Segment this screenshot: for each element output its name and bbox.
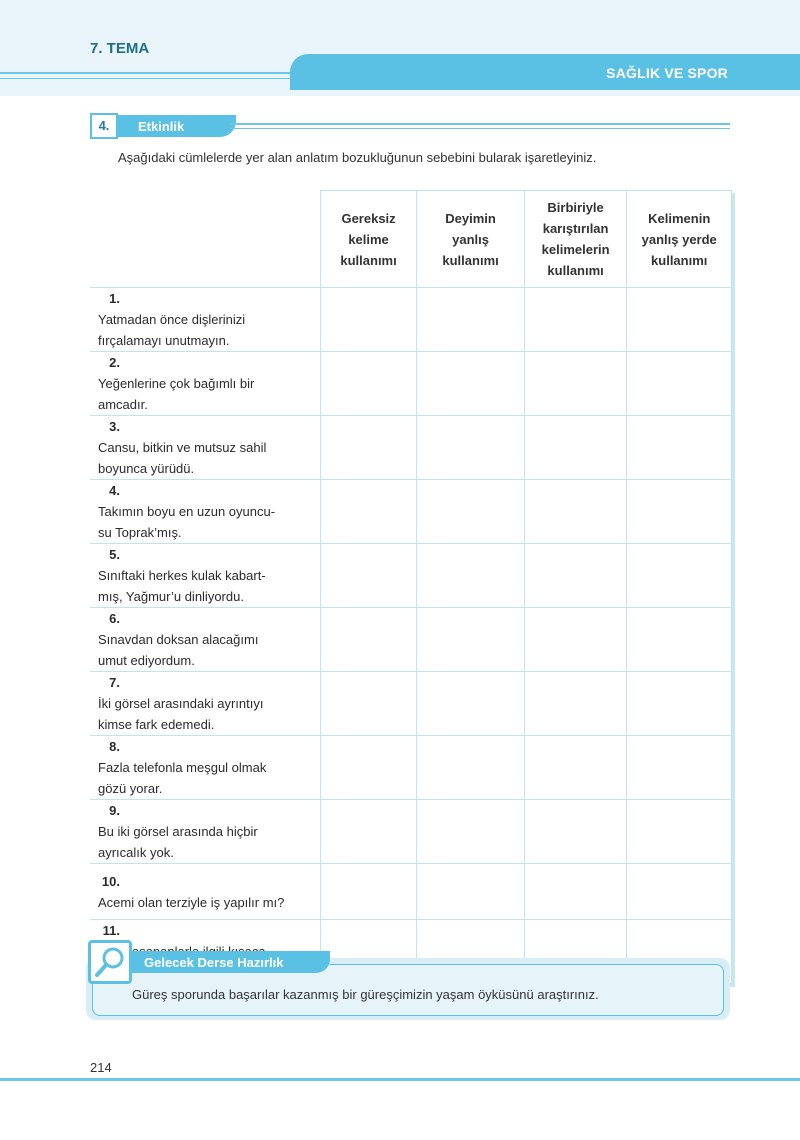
theme-label: 7. TEMA: [90, 40, 150, 57]
page-number: 214: [90, 1060, 112, 1075]
answer-cell[interactable]: [417, 672, 524, 736]
theme-title-bar: [290, 54, 800, 90]
sentence-line: fırçalamayı unutmayın.: [98, 333, 230, 348]
answer-cell[interactable]: [524, 288, 627, 352]
sentence-line: Cansu, bitkin ve mutsuz sahil: [98, 440, 267, 455]
activity-number: 4.: [90, 113, 118, 139]
table-header-row: [90, 191, 732, 288]
column-header-line: kullanımı: [442, 252, 499, 268]
column-header-line: Deyimin: [445, 210, 496, 226]
sentence-cell: [90, 672, 320, 736]
row-number: 7.: [109, 675, 120, 690]
row-number: 4.: [109, 483, 120, 498]
answer-cell[interactable]: [417, 352, 524, 416]
sentence-cell: [90, 352, 320, 416]
answer-cell[interactable]: [320, 800, 417, 864]
answer-table: [90, 190, 732, 984]
table-row: [90, 608, 732, 672]
table-row: [90, 352, 732, 416]
sentence-line: su Toprak’mış.: [98, 525, 182, 540]
column-header-line: kelimelerin: [541, 242, 610, 257]
answer-cell[interactable]: [417, 480, 524, 544]
answer-cell[interactable]: [417, 608, 524, 672]
answer-cell[interactable]: [524, 608, 627, 672]
column-header-line: Gereksiz: [341, 210, 396, 226]
answer-cell[interactable]: [320, 736, 417, 800]
sentence-line: Sınıftaki herkes kulak kabart-: [98, 568, 266, 583]
sentence-line: Takımın boyu en uzun oyuncu-: [98, 504, 276, 519]
column-header: [524, 191, 627, 288]
sentence-line: gözü yorar.: [98, 781, 163, 796]
answer-cell[interactable]: [524, 352, 627, 416]
table-row: [90, 480, 732, 544]
sentence-line: Bu iki görsel arasında hiçbir: [98, 824, 258, 839]
answer-cell[interactable]: [417, 288, 524, 352]
answer-cell[interactable]: [627, 672, 732, 736]
table-row: [90, 864, 732, 920]
sentence-cell: [90, 608, 320, 672]
answer-cell[interactable]: [320, 480, 417, 544]
answer-cell[interactable]: [417, 800, 524, 864]
sentence-cell: [90, 736, 320, 800]
sentence-line: amcadır.: [98, 397, 148, 412]
activity-rule: [230, 123, 730, 125]
column-header: [417, 191, 524, 288]
sentence-cell: [90, 480, 320, 544]
sentence-line: Yeğenlerine çok bağımlı bir: [98, 376, 255, 391]
sentence-cell: [90, 800, 320, 864]
table-corner: [90, 191, 320, 288]
sentence-line: Sınavdan doksan alacağımı: [98, 632, 259, 647]
activity-title: Etkinlik: [138, 119, 185, 134]
answer-cell[interactable]: [524, 800, 627, 864]
answer-cell[interactable]: [627, 288, 732, 352]
answer-cell[interactable]: [320, 672, 417, 736]
sentence-cell: [90, 288, 320, 352]
answer-cell[interactable]: [417, 416, 524, 480]
answer-cell[interactable]: [627, 800, 732, 864]
column-header-line: Kelimenin: [648, 210, 711, 226]
sentence-line: ayrıcalık yok.: [98, 845, 174, 860]
preparation-text: Güreş sporunda başarılar kazanmış bir güreşçimizin yaşam öyküsünü araştırınız.: [132, 987, 599, 1002]
sentence-cell: [90, 416, 320, 480]
answer-cell[interactable]: [320, 608, 417, 672]
answer-cell[interactable]: [524, 736, 627, 800]
column-header: [320, 191, 417, 288]
sentence-line: Fazla telefonla meşgul olmak: [98, 760, 267, 775]
column-header-line: karıştırılan: [542, 221, 609, 236]
row-number: 6.: [109, 611, 120, 626]
activity-rule-2: [230, 128, 730, 129]
theme-title: SAĞLIK VE SPOR: [606, 65, 728, 81]
header-rule-thin: [0, 78, 290, 79]
row-number: 11.: [102, 923, 120, 938]
table-row: [90, 416, 732, 480]
table-row: [90, 672, 732, 736]
answer-cell[interactable]: [627, 864, 732, 920]
table-row: [90, 544, 732, 608]
answer-cell[interactable]: [320, 288, 417, 352]
answer-cell[interactable]: [627, 480, 732, 544]
column-header-line: Birbiriyle: [547, 200, 604, 215]
column-header-line: kullanımı: [547, 263, 604, 278]
answer-cell[interactable]: [320, 416, 417, 480]
answer-cell[interactable]: [417, 544, 524, 608]
column-header-line: kullanımı: [651, 252, 708, 268]
sentence-line: kimse fark edemedi.: [98, 717, 215, 732]
magnifier-icon: [88, 940, 132, 984]
sentence-line: boyunca yürüdü.: [98, 461, 195, 476]
column-header-line: kullanımı: [340, 252, 397, 268]
answer-cell[interactable]: [417, 864, 524, 920]
activity-instruction: Aşağıdaki cümlelerde yer alan anlatım bozukluğunun sebebini bularak işaretleyiniz.: [118, 150, 597, 165]
table-row: [90, 288, 732, 352]
answer-cell[interactable]: [524, 672, 627, 736]
row-number: 3.: [109, 419, 120, 434]
answer-cell[interactable]: [320, 864, 417, 920]
answer-cell[interactable]: [524, 544, 627, 608]
row-number: 10.: [101, 873, 120, 889]
column-header-line: kelime: [348, 231, 389, 247]
answer-cell[interactable]: [417, 736, 524, 800]
answer-cell[interactable]: [524, 864, 627, 920]
answer-cell[interactable]: [627, 352, 732, 416]
column-header-line: yanlış yerde: [641, 231, 717, 247]
column-header: [627, 191, 732, 288]
answer-cell[interactable]: [320, 352, 417, 416]
sentence-line: mış, Yağmur’u dinliyordu.: [98, 589, 244, 604]
footer-rule: [0, 1078, 800, 1081]
activity-tab: [118, 115, 236, 137]
answer-cell[interactable]: [627, 416, 732, 480]
sentence-line: Yatmadan önce dişlerinizi: [98, 312, 246, 327]
column-header-line: yanlış: [452, 231, 489, 247]
row-number: 1.: [109, 291, 120, 306]
answer-cell[interactable]: [524, 480, 627, 544]
sentence-line: umut ediyordum.: [98, 653, 195, 668]
answer-cell[interactable]: [627, 736, 732, 800]
sentence-line: İki görsel arasındaki ayrıntıyı: [98, 696, 264, 711]
row-number: 2.: [109, 355, 120, 370]
answer-cell[interactable]: [524, 416, 627, 480]
sentence-line: Acemi olan terziyle iş yapılır mı?: [98, 894, 285, 910]
table-row: [90, 736, 732, 800]
row-number: 5.: [109, 547, 120, 562]
header-rule: [0, 72, 290, 74]
row-number: 9.: [109, 803, 120, 818]
sentence-cell: [90, 864, 320, 920]
sentence-cell: [90, 544, 320, 608]
row-number: 8.: [109, 739, 120, 754]
preparation-tab: [130, 951, 330, 973]
preparation-title: Gelecek Derse Hazırlık: [144, 955, 284, 970]
answer-cell[interactable]: [627, 544, 732, 608]
answer-cell[interactable]: [320, 544, 417, 608]
table-row: [90, 800, 732, 864]
answer-cell[interactable]: [627, 608, 732, 672]
